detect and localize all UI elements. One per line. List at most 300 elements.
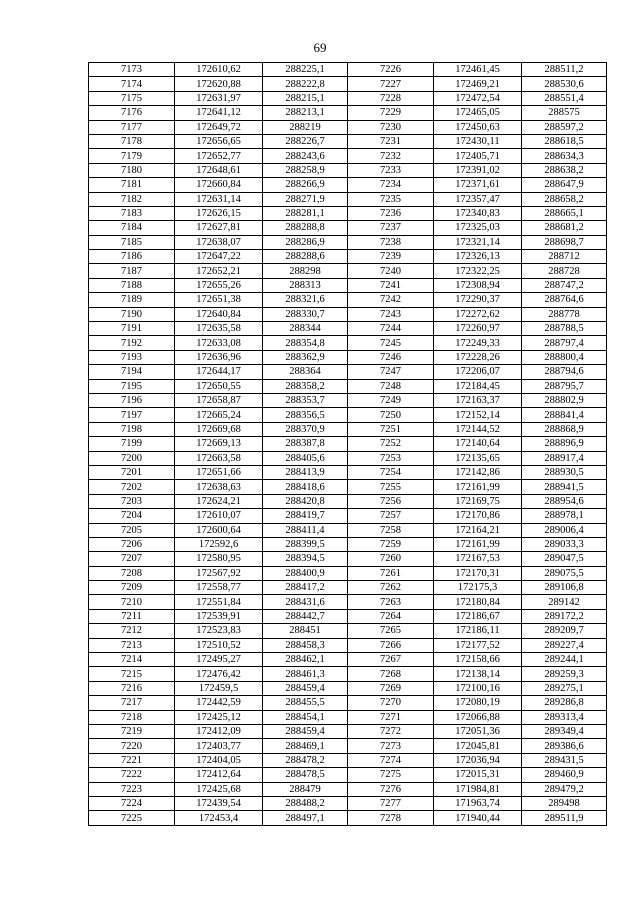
x-coordinate-cell: 172391,02	[434, 163, 522, 177]
y-coordinate-cell: 288712	[522, 250, 607, 264]
point-id-cell: 7243	[348, 307, 434, 321]
point-id-cell: 7276	[348, 782, 434, 796]
x-coordinate-cell: 172161,99	[434, 480, 522, 494]
point-id-cell: 7248	[348, 379, 434, 393]
y-coordinate-cell: 288451	[263, 624, 348, 638]
y-coordinate-cell: 289275,1	[522, 681, 607, 695]
x-coordinate-cell: 172658,87	[175, 393, 263, 407]
x-coordinate-cell: 172180,84	[434, 595, 522, 609]
x-coordinate-cell: 172326,13	[434, 250, 522, 264]
point-id-cell: 7254	[348, 465, 434, 479]
y-coordinate-cell: 288353,7	[263, 393, 348, 407]
table-row	[89, 206, 607, 220]
y-coordinate-cell: 288266,9	[263, 178, 348, 192]
x-coordinate-cell: 172357,47	[434, 192, 522, 206]
x-coordinate-cell: 172442,59	[175, 696, 263, 710]
x-coordinate-cell: 172641,12	[175, 106, 263, 120]
x-coordinate-cell: 172170,31	[434, 566, 522, 580]
x-coordinate-cell: 172610,07	[175, 509, 263, 523]
table-row	[89, 624, 607, 638]
x-coordinate-cell: 172633,08	[175, 336, 263, 350]
point-id-cell: 7264	[348, 609, 434, 623]
point-id-cell: 7210	[89, 595, 175, 609]
x-coordinate-cell: 172580,95	[175, 552, 263, 566]
y-coordinate-cell: 289431,5	[522, 753, 607, 767]
x-coordinate-cell: 172169,75	[434, 494, 522, 508]
y-coordinate-cell: 288431,6	[263, 595, 348, 609]
y-coordinate-cell: 288418,6	[263, 480, 348, 494]
y-coordinate-cell: 289006,4	[522, 523, 607, 537]
x-coordinate-cell: 172638,07	[175, 235, 263, 249]
point-id-cell: 7250	[348, 408, 434, 422]
point-id-cell: 7235	[348, 192, 434, 206]
point-id-cell: 7242	[348, 293, 434, 307]
table-row	[89, 609, 607, 623]
point-id-cell: 7209	[89, 581, 175, 595]
coordinates-table	[88, 62, 607, 826]
x-coordinate-cell: 172539,91	[175, 609, 263, 623]
page-number: 69	[313, 40, 327, 55]
x-coordinate-cell: 172638,63	[175, 480, 263, 494]
y-coordinate-cell: 288802,9	[522, 393, 607, 407]
table-row	[89, 782, 607, 796]
point-id-cell: 7278	[348, 811, 434, 825]
y-coordinate-cell: 289349,4	[522, 724, 607, 738]
y-coordinate-cell: 288243,6	[263, 149, 348, 163]
point-id-cell: 7274	[348, 753, 434, 767]
x-coordinate-cell: 172228,26	[434, 350, 522, 364]
y-coordinate-cell: 288954,6	[522, 494, 607, 508]
table-row	[89, 796, 607, 810]
x-coordinate-cell: 172403,77	[175, 739, 263, 753]
y-coordinate-cell: 288478,2	[263, 753, 348, 767]
point-id-cell: 7190	[89, 307, 175, 321]
table-row	[89, 509, 607, 523]
point-id-cell: 7244	[348, 322, 434, 336]
table-row	[89, 696, 607, 710]
y-coordinate-cell: 289106,8	[522, 581, 607, 595]
x-coordinate-cell: 172325,03	[434, 221, 522, 235]
point-id-cell: 7229	[348, 106, 434, 120]
point-id-cell: 7237	[348, 221, 434, 235]
table-row	[89, 163, 607, 177]
x-coordinate-cell: 172045,81	[434, 739, 522, 753]
y-coordinate-cell: 288530,6	[522, 77, 607, 91]
x-coordinate-cell: 172649,72	[175, 120, 263, 134]
point-id-cell: 7217	[89, 696, 175, 710]
x-coordinate-cell: 172631,14	[175, 192, 263, 206]
y-coordinate-cell: 288387,8	[263, 437, 348, 451]
point-id-cell: 7259	[348, 537, 434, 551]
y-coordinate-cell: 288511,2	[522, 63, 607, 77]
point-id-cell: 7245	[348, 336, 434, 350]
table-row	[89, 91, 607, 105]
point-id-cell: 7184	[89, 221, 175, 235]
point-id-cell: 7216	[89, 681, 175, 695]
point-id-cell: 7180	[89, 163, 175, 177]
point-id-cell: 7173	[89, 63, 175, 77]
y-coordinate-cell: 288747,2	[522, 278, 607, 292]
x-coordinate-cell: 172495,27	[175, 653, 263, 667]
y-coordinate-cell: 288420,8	[263, 494, 348, 508]
y-coordinate-cell: 288941,5	[522, 480, 607, 494]
x-coordinate-cell: 172669,13	[175, 437, 263, 451]
point-id-cell: 7239	[348, 250, 434, 264]
x-coordinate-cell: 172669,68	[175, 422, 263, 436]
point-id-cell: 7205	[89, 523, 175, 537]
y-coordinate-cell: 288258,9	[263, 163, 348, 177]
y-coordinate-cell: 289286,8	[522, 696, 607, 710]
y-coordinate-cell: 288917,4	[522, 451, 607, 465]
point-id-cell: 7203	[89, 494, 175, 508]
y-coordinate-cell: 288271,9	[263, 192, 348, 206]
x-coordinate-cell: 172080,19	[434, 696, 522, 710]
point-id-cell: 7218	[89, 710, 175, 724]
table-row	[89, 753, 607, 767]
point-id-cell: 7249	[348, 393, 434, 407]
y-coordinate-cell: 288896,9	[522, 437, 607, 451]
point-id-cell: 7183	[89, 206, 175, 220]
x-coordinate-cell: 172650,55	[175, 379, 263, 393]
point-id-cell: 7255	[348, 480, 434, 494]
table-row	[89, 710, 607, 724]
point-id-cell: 7198	[89, 422, 175, 436]
x-coordinate-cell: 172161,99	[434, 537, 522, 551]
y-coordinate-cell: 288469,1	[263, 739, 348, 753]
point-id-cell: 7265	[348, 624, 434, 638]
x-coordinate-cell: 172631,97	[175, 91, 263, 105]
x-coordinate-cell: 172523,83	[175, 624, 263, 638]
y-coordinate-cell: 288868,9	[522, 422, 607, 436]
table-row	[89, 739, 607, 753]
x-coordinate-cell: 172175,3	[434, 581, 522, 595]
point-id-cell: 7206	[89, 537, 175, 551]
point-id-cell: 7226	[348, 63, 434, 77]
table-row	[89, 451, 607, 465]
y-coordinate-cell: 288321,6	[263, 293, 348, 307]
y-coordinate-cell: 288419,7	[263, 509, 348, 523]
table-row	[89, 350, 607, 364]
x-coordinate-cell: 172144,52	[434, 422, 522, 436]
x-coordinate-cell: 172624,21	[175, 494, 263, 508]
y-coordinate-cell: 288665,1	[522, 206, 607, 220]
y-coordinate-cell: 288461,3	[263, 667, 348, 681]
point-id-cell: 7212	[89, 624, 175, 638]
point-id-cell: 7182	[89, 192, 175, 206]
table-row	[89, 437, 607, 451]
x-coordinate-cell: 172453,4	[175, 811, 263, 825]
point-id-cell: 7219	[89, 724, 175, 738]
x-coordinate-cell: 172412,09	[175, 724, 263, 738]
y-coordinate-cell: 288728	[522, 264, 607, 278]
x-coordinate-cell: 172651,38	[175, 293, 263, 307]
x-coordinate-cell: 172170,86	[434, 509, 522, 523]
x-coordinate-cell: 172640,84	[175, 307, 263, 321]
y-coordinate-cell: 288978,1	[522, 509, 607, 523]
x-coordinate-cell: 172015,31	[434, 768, 522, 782]
y-coordinate-cell: 288575	[522, 106, 607, 120]
point-id-cell: 7204	[89, 509, 175, 523]
table-row	[89, 379, 607, 393]
point-id-cell: 7222	[89, 768, 175, 782]
table-row	[89, 465, 607, 479]
x-coordinate-cell: 172551,84	[175, 595, 263, 609]
point-id-cell: 7177	[89, 120, 175, 134]
x-coordinate-cell: 172567,92	[175, 566, 263, 580]
y-coordinate-cell: 289498	[522, 796, 607, 810]
y-coordinate-cell: 288281,1	[263, 206, 348, 220]
x-coordinate-cell: 172610,62	[175, 63, 263, 77]
table-row	[89, 264, 607, 278]
y-coordinate-cell: 288442,7	[263, 609, 348, 623]
x-coordinate-cell: 172656,65	[175, 134, 263, 148]
table-row	[89, 307, 607, 321]
y-coordinate-cell: 288778	[522, 307, 607, 321]
x-coordinate-cell: 172600,64	[175, 523, 263, 537]
y-coordinate-cell: 288841,4	[522, 408, 607, 422]
y-coordinate-cell: 288647,9	[522, 178, 607, 192]
point-id-cell: 7233	[348, 163, 434, 177]
table-row	[89, 278, 607, 292]
x-coordinate-cell: 172051,36	[434, 724, 522, 738]
point-id-cell: 7192	[89, 336, 175, 350]
y-coordinate-cell: 288344	[263, 322, 348, 336]
x-coordinate-cell: 172620,88	[175, 77, 263, 91]
x-coordinate-cell: 171940,44	[434, 811, 522, 825]
x-coordinate-cell: 172140,64	[434, 437, 522, 451]
x-coordinate-cell: 172635,58	[175, 322, 263, 336]
y-coordinate-cell: 288313	[263, 278, 348, 292]
y-coordinate-cell: 288597,2	[522, 120, 607, 134]
table-row	[89, 149, 607, 163]
table-row	[89, 178, 607, 192]
table-row	[89, 681, 607, 695]
point-id-cell: 7236	[348, 206, 434, 220]
point-id-cell: 7194	[89, 365, 175, 379]
x-coordinate-cell: 172177,52	[434, 638, 522, 652]
point-id-cell: 7191	[89, 322, 175, 336]
point-id-cell: 7188	[89, 278, 175, 292]
x-coordinate-cell: 172644,17	[175, 365, 263, 379]
x-coordinate-cell: 172135,65	[434, 451, 522, 465]
point-id-cell: 7251	[348, 422, 434, 436]
point-id-cell: 7208	[89, 566, 175, 580]
point-id-cell: 7246	[348, 350, 434, 364]
y-coordinate-cell: 289244,1	[522, 653, 607, 667]
y-coordinate-cell: 289075,5	[522, 566, 607, 580]
y-coordinate-cell: 288454,1	[263, 710, 348, 724]
x-coordinate-cell: 172450,63	[434, 120, 522, 134]
x-coordinate-cell: 172164,21	[434, 523, 522, 537]
point-id-cell: 7260	[348, 552, 434, 566]
table-row	[89, 408, 607, 422]
point-id-cell: 7257	[348, 509, 434, 523]
y-coordinate-cell: 288288,6	[263, 250, 348, 264]
x-coordinate-cell: 172186,11	[434, 624, 522, 638]
x-coordinate-cell: 172405,71	[434, 149, 522, 163]
point-id-cell: 7277	[348, 796, 434, 810]
table-row	[89, 192, 607, 206]
point-id-cell: 7234	[348, 178, 434, 192]
y-coordinate-cell: 288658,2	[522, 192, 607, 206]
y-coordinate-cell: 288354,8	[263, 336, 348, 350]
table-row	[89, 422, 607, 436]
y-coordinate-cell: 288219	[263, 120, 348, 134]
table-row	[89, 667, 607, 681]
x-coordinate-cell: 172459,5	[175, 681, 263, 695]
table-row	[89, 106, 607, 120]
x-coordinate-cell: 172066,88	[434, 710, 522, 724]
x-coordinate-cell: 172425,68	[175, 782, 263, 796]
y-coordinate-cell: 288364	[263, 365, 348, 379]
point-id-cell: 7195	[89, 379, 175, 393]
y-coordinate-cell: 288298	[263, 264, 348, 278]
y-coordinate-cell: 288225,1	[263, 63, 348, 77]
point-id-cell: 7232	[348, 149, 434, 163]
x-coordinate-cell: 171963,74	[434, 796, 522, 810]
x-coordinate-cell: 172465,05	[434, 106, 522, 120]
y-coordinate-cell: 288226,7	[263, 134, 348, 148]
point-id-cell: 7187	[89, 264, 175, 278]
point-id-cell: 7175	[89, 91, 175, 105]
x-coordinate-cell: 172186,67	[434, 609, 522, 623]
point-id-cell: 7196	[89, 393, 175, 407]
y-coordinate-cell: 289479,2	[522, 782, 607, 796]
point-id-cell: 7253	[348, 451, 434, 465]
point-id-cell: 7178	[89, 134, 175, 148]
y-coordinate-cell: 288358,2	[263, 379, 348, 393]
point-id-cell: 7228	[348, 91, 434, 105]
x-coordinate-cell: 172592,6	[175, 537, 263, 551]
y-coordinate-cell: 288930,5	[522, 465, 607, 479]
y-coordinate-cell: 288795,7	[522, 379, 607, 393]
y-coordinate-cell: 288698,7	[522, 235, 607, 249]
y-coordinate-cell: 288330,7	[263, 307, 348, 321]
point-id-cell: 7266	[348, 638, 434, 652]
x-coordinate-cell: 172626,15	[175, 206, 263, 220]
x-coordinate-cell: 172260,97	[434, 322, 522, 336]
table-row	[89, 480, 607, 494]
point-id-cell: 7207	[89, 552, 175, 566]
x-coordinate-cell: 172663,58	[175, 451, 263, 465]
table-row	[89, 724, 607, 738]
point-id-cell: 7186	[89, 250, 175, 264]
x-coordinate-cell: 172439,54	[175, 796, 263, 810]
y-coordinate-cell: 288370,9	[263, 422, 348, 436]
point-id-cell: 7263	[348, 595, 434, 609]
y-coordinate-cell: 289227,4	[522, 638, 607, 652]
y-coordinate-cell: 288215,1	[263, 91, 348, 105]
y-coordinate-cell: 288634,3	[522, 149, 607, 163]
x-coordinate-cell: 172412,64	[175, 768, 263, 782]
x-coordinate-cell: 172206,07	[434, 365, 522, 379]
y-coordinate-cell: 288399,5	[263, 537, 348, 551]
x-coordinate-cell: 172648,61	[175, 163, 263, 177]
table-row	[89, 768, 607, 782]
y-coordinate-cell: 288797,4	[522, 336, 607, 350]
point-id-cell: 7176	[89, 106, 175, 120]
point-id-cell: 7272	[348, 724, 434, 738]
table-row	[89, 221, 607, 235]
point-id-cell: 7247	[348, 365, 434, 379]
table-row	[89, 537, 607, 551]
point-id-cell: 7179	[89, 149, 175, 163]
point-id-cell: 7240	[348, 264, 434, 278]
point-id-cell: 7256	[348, 494, 434, 508]
table-row	[89, 566, 607, 580]
table-row	[89, 494, 607, 508]
y-coordinate-cell: 288488,2	[263, 796, 348, 810]
y-coordinate-cell: 288455,5	[263, 696, 348, 710]
y-coordinate-cell: 288478,5	[263, 768, 348, 782]
x-coordinate-cell: 172272,62	[434, 307, 522, 321]
x-coordinate-cell: 172163,37	[434, 393, 522, 407]
point-id-cell: 7197	[89, 408, 175, 422]
x-coordinate-cell: 172627,81	[175, 221, 263, 235]
x-coordinate-cell: 172290,37	[434, 293, 522, 307]
point-id-cell: 7224	[89, 796, 175, 810]
point-id-cell: 7262	[348, 581, 434, 595]
x-coordinate-cell: 172655,26	[175, 278, 263, 292]
table-row	[89, 393, 607, 407]
x-coordinate-cell: 172100,16	[434, 681, 522, 695]
point-id-cell: 7215	[89, 667, 175, 681]
point-id-cell: 7252	[348, 437, 434, 451]
y-coordinate-cell: 288479	[263, 782, 348, 796]
x-coordinate-cell: 172184,45	[434, 379, 522, 393]
x-coordinate-cell: 172660,84	[175, 178, 263, 192]
x-coordinate-cell: 172152,14	[434, 408, 522, 422]
table-row	[89, 120, 607, 134]
y-coordinate-cell: 288356,5	[263, 408, 348, 422]
y-coordinate-cell: 288288,8	[263, 221, 348, 235]
point-id-cell: 7238	[348, 235, 434, 249]
y-coordinate-cell: 288405,6	[263, 451, 348, 465]
x-coordinate-cell: 172636,96	[175, 350, 263, 364]
y-coordinate-cell: 288800,4	[522, 350, 607, 364]
y-coordinate-cell: 288638,2	[522, 163, 607, 177]
point-id-cell: 7214	[89, 653, 175, 667]
point-id-cell: 7189	[89, 293, 175, 307]
y-coordinate-cell: 289209,7	[522, 624, 607, 638]
x-coordinate-cell: 172430,11	[434, 134, 522, 148]
point-id-cell: 7275	[348, 768, 434, 782]
x-coordinate-cell: 172138,14	[434, 667, 522, 681]
point-id-cell: 7211	[89, 609, 175, 623]
x-coordinate-cell: 172469,21	[434, 77, 522, 91]
y-coordinate-cell: 289172,2	[522, 609, 607, 623]
y-coordinate-cell: 289386,6	[522, 739, 607, 753]
point-id-cell: 7225	[89, 811, 175, 825]
table-row	[89, 811, 607, 825]
point-id-cell: 7200	[89, 451, 175, 465]
y-coordinate-cell: 288497,1	[263, 811, 348, 825]
point-id-cell: 7201	[89, 465, 175, 479]
y-coordinate-cell: 288400,9	[263, 566, 348, 580]
x-coordinate-cell: 172510,52	[175, 638, 263, 652]
point-id-cell: 7258	[348, 523, 434, 537]
x-coordinate-cell: 172158,66	[434, 653, 522, 667]
x-coordinate-cell: 172249,33	[434, 336, 522, 350]
x-coordinate-cell: 172652,21	[175, 264, 263, 278]
x-coordinate-cell: 172665,24	[175, 408, 263, 422]
x-coordinate-cell: 172142,86	[434, 465, 522, 479]
table-row	[89, 77, 607, 91]
table-row	[89, 523, 607, 537]
y-coordinate-cell: 289259,3	[522, 667, 607, 681]
point-id-cell: 7223	[89, 782, 175, 796]
point-id-cell: 7193	[89, 350, 175, 364]
